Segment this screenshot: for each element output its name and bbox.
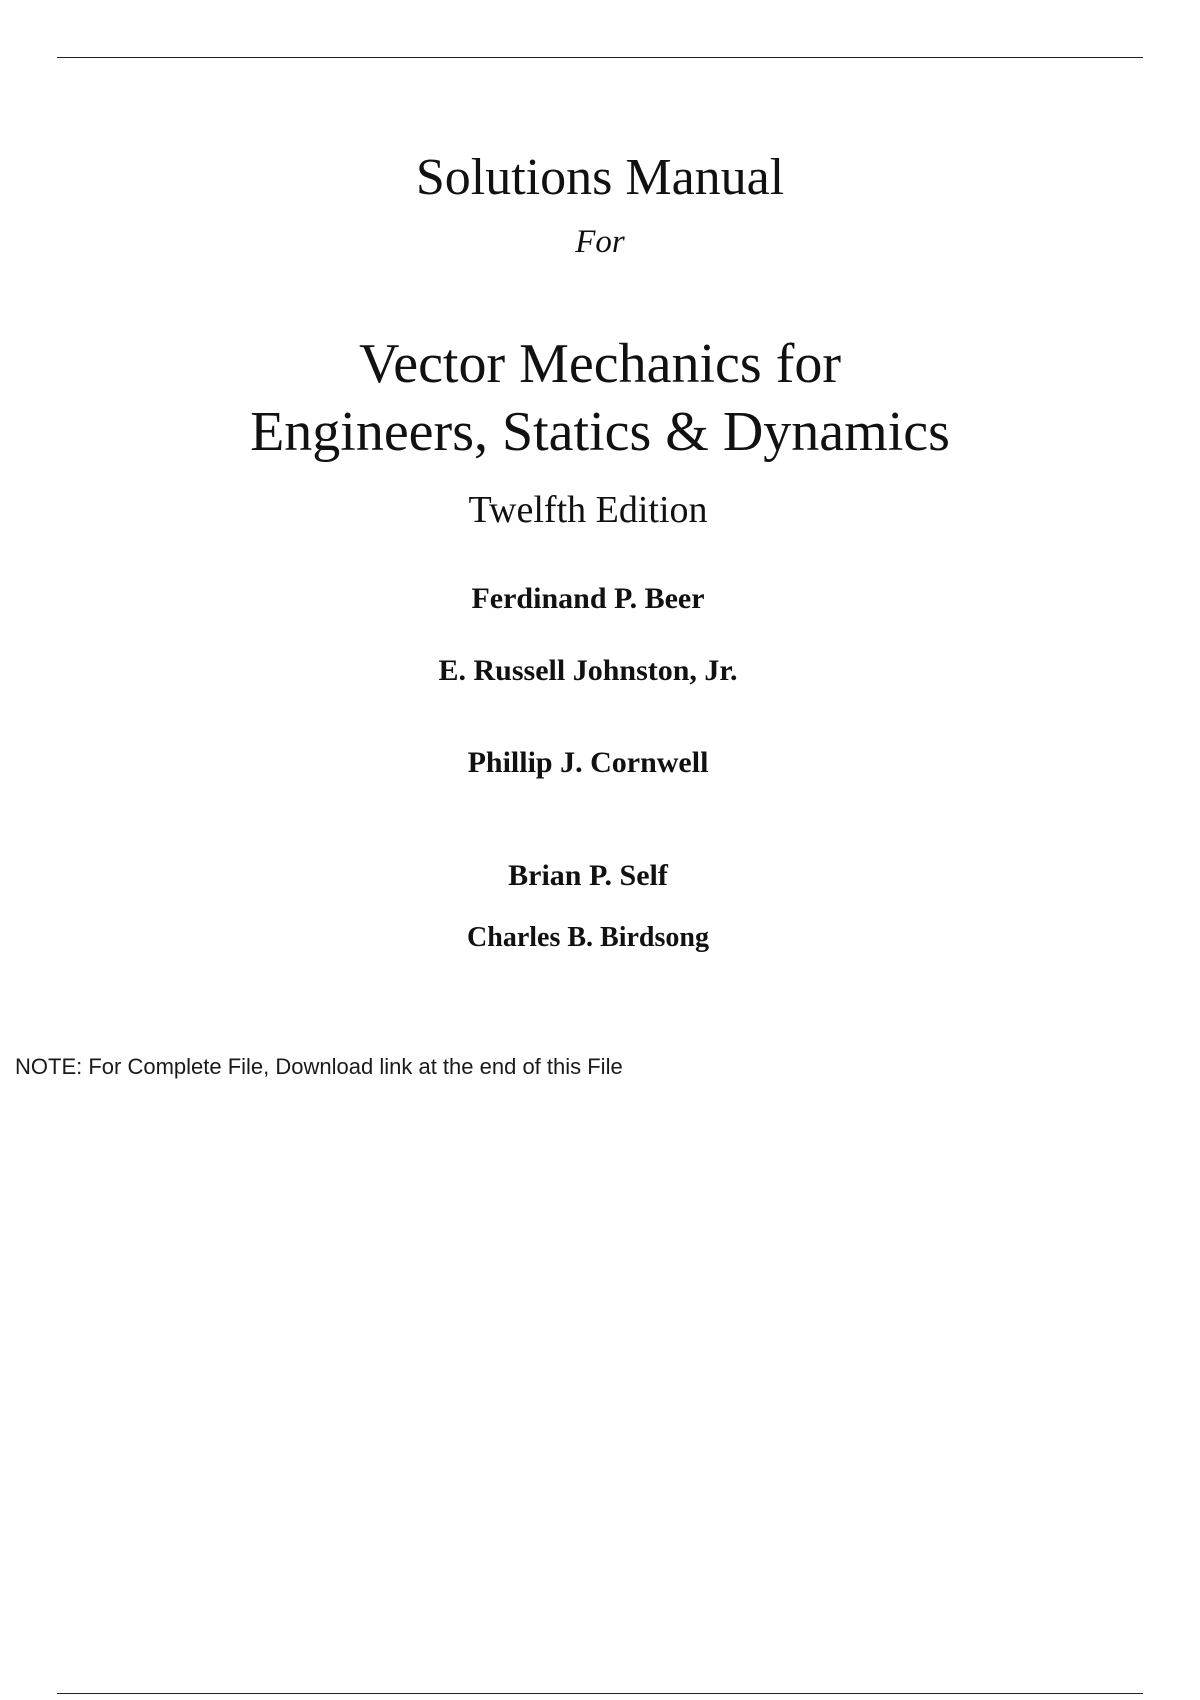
- document-heading: Solutions Manual: [415, 149, 785, 206]
- download-note: NOTE: For Complete File, Download link at the end of this File: [15, 1054, 623, 1079]
- author-name: E. Russell Johnston, Jr.: [438, 654, 738, 687]
- author-name: Ferdinand P. Beer: [471, 582, 705, 615]
- author-name: Charles B. Birdsong: [467, 922, 709, 953]
- author-name: Phillip J. Cornwell: [467, 746, 709, 779]
- edition-label: Twelfth Edition: [468, 489, 708, 531]
- author-name: Brian P. Self: [508, 859, 668, 892]
- for-label: For: [575, 224, 625, 260]
- book-title-line-2: Engineers, Statics & Dynamics: [250, 401, 950, 463]
- bottom-divider: [57, 1693, 1143, 1694]
- top-divider: [57, 57, 1143, 58]
- book-title-line-1: Vector Mechanics for: [358, 333, 841, 395]
